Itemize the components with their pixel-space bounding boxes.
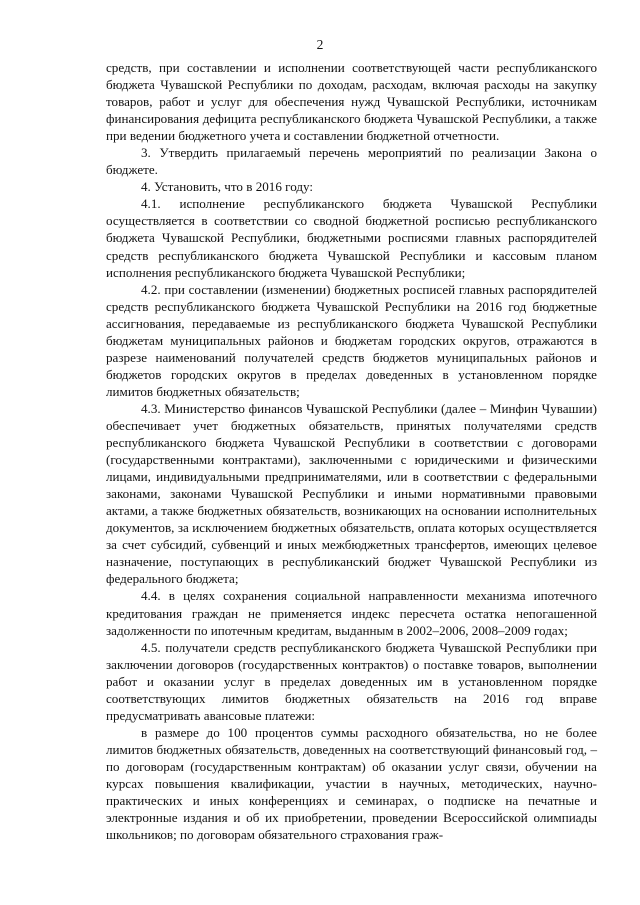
paragraph-item-4-5: 4.5. получатели средств республиканского бюджета Чувашской Республики при заключении договоров (государственных контрактов) о поставке товаров, выполнении работ и оказании услуг в пределах доведенных им в установленном порядке соответствующих лимитов бюджетных обязательств на 2016 год вправе предусматривать авансовые платежи: xyxy=(106,639,597,723)
paragraph-item-4: 4. Установить, что в 2016 году: xyxy=(141,179,314,195)
paragraph-continuation: средств, при составлении и исполнении соответствующей части республиканского бюджета Чувашской Республики по доходам, расходам, включая расходы на закупку товаров, работ и услуг для обеспечения нужд Чувашской Республики, источникам финансирования дефицита республиканского бюджета Чувашской Республики, а также при ведении бюджетного учета и составлении бюджетной отчетности. xyxy=(106,60,597,144)
paragraph-item-3: 3. Утвердить прилагаемый перечень мероприятий по реализации Закона о бюджете. xyxy=(106,145,597,178)
document-body xyxy=(106,59,597,843)
paragraph-advance-payments: в размере до 100 процентов суммы расходного обязательства, но не более лимитов бюджетных обязательств, доведенных на соответствующий финансовый год, – по договорам (государственным контрактам) об оказании услуг связи, обучении на курсах повышения квалификации, участии в научных, методических, научно-практических и иных конференциях и семинарах, о подписке на печатные и электронные издания и об их приобретении, проведении Всероссийской олимпиады школьников; по договорам обязательного страхования граж- xyxy=(106,724,597,843)
paragraph-item-4-2: 4.2. при составлении (изменении) бюджетных росписей главных распорядителей средств республиканского бюджета Чувашской Республики на 2016 год бюджетные ассигнования, передаваемые из республиканского бюджета Чувашской Республики бюджетам муниципальных районов и бюджетам городских округов, отражаются в разрезе наименований получателей средств бюджетов муниципальных районов и бюджетов городских округов в пределах доведенных в установленном порядке лимитов бюджетных обязательств; xyxy=(106,281,597,399)
paragraph-item-4-1: 4.1. исполнение республиканского бюджета Чувашской Республики осуществляется в соответствии со сводной бюджетной росписью республиканского бюджета Чувашской Республики, бюджетными росписями главных распорядителей средств республиканского бюджета Чувашской Республики и кассовым планом исполнения республиканского бюджета Чувашской Республики; xyxy=(106,196,597,280)
paragraph-item-4-4: 4.4. в целях сохранения социальной направленности механизма ипотечного кредитования граждан не применяется индекс пересчета остатка непогашенной задолженности по ипотечным кредитам, выданным в 2002–2006, 2008–2009 годах; xyxy=(106,588,597,638)
page-number: 2 xyxy=(316,37,324,52)
paragraph-item-4-3: 4.3. Министерство финансов Чувашской Республики (далее – Минфин Чувашии) обеспечивает учет бюджетных обязательств, принятых получателями средств республиканского бюджета Чувашской Республики в соответствии с договорами (государственными контрактами), заключенными с юридическими и физическими лицами, индивидуальными предпринимателями, или в соответствии с федеральными законами, законами Чувашской Республики и иными нормативными правовыми актами, а также бюджетных обязательств, возникающих на основании исполнительных документов, за исключением бюджетных обязательств, оплата которых осуществляется за счет субсидий, субвенций и иных межбюджетных трансфертов, имеющих целевое назначение, поступающих в республиканский бюджет Чувашской Республики из федерального бюджета; xyxy=(106,400,597,587)
